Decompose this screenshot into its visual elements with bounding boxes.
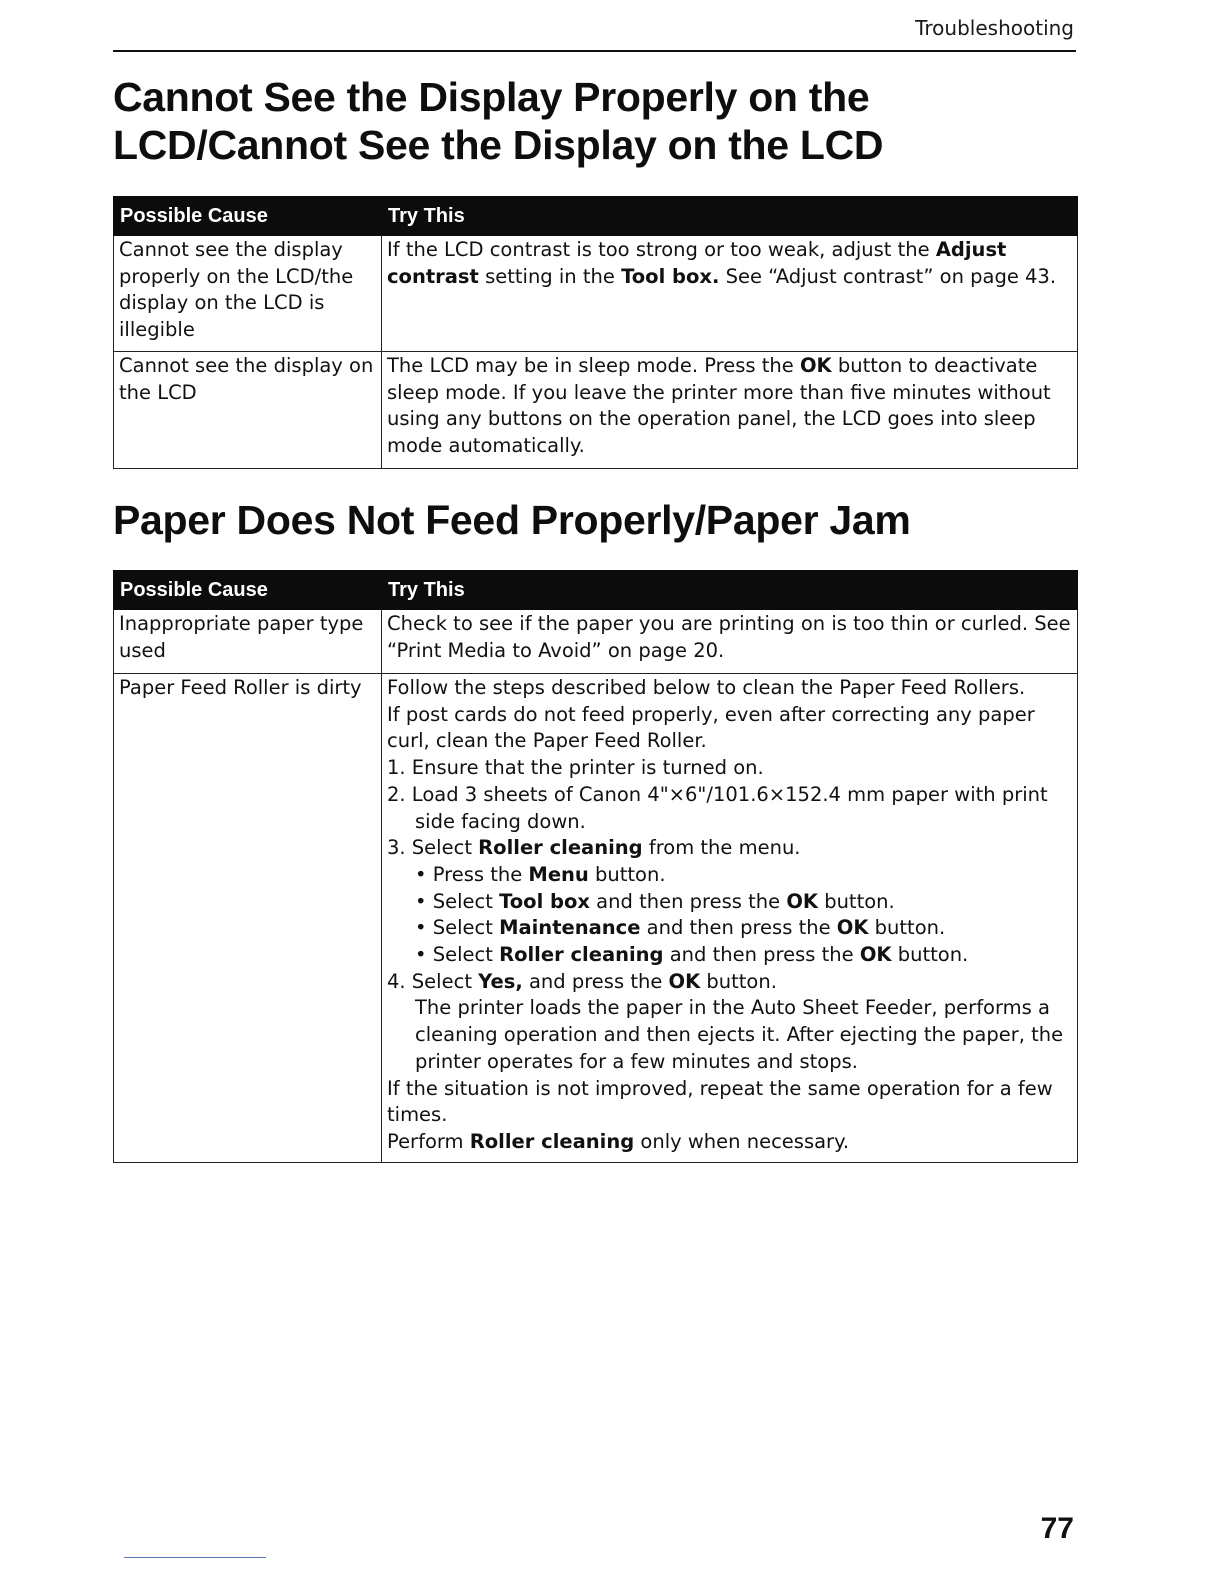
step-3 bbox=[387, 835, 1072, 862]
bold-term: Tool box bbox=[499, 889, 590, 913]
bold-term: OK bbox=[859, 943, 892, 967]
section-title-paper-feed: Paper Does Not Feed Properly/Paper Jam bbox=[113, 497, 911, 543]
running-header: Troubleshooting bbox=[915, 16, 1074, 40]
cause-cell: Inappropriate paper type used bbox=[114, 610, 382, 674]
bold-term: Tool box. bbox=[621, 264, 720, 288]
bold-term: OK bbox=[836, 916, 869, 940]
text-run: The LCD may be in sleep mode. Press the bbox=[387, 354, 800, 377]
text-run: only when necessary. bbox=[634, 1129, 850, 1153]
text-run: button. bbox=[588, 862, 666, 886]
step-2: 2. Load 3 sheets of Canon 4"×6"/101.6×152.4 mm paper with print side facing down. bbox=[387, 782, 1048, 833]
text-run: and then press the bbox=[663, 943, 860, 967]
table-row bbox=[114, 674, 1078, 1163]
bullet-item bbox=[387, 942, 1072, 969]
text-run: from the menu. bbox=[642, 836, 801, 860]
step-4 bbox=[387, 969, 1072, 996]
text-run: 4. Select bbox=[387, 969, 479, 993]
column-header-possible-cause: Possible Cause bbox=[114, 571, 382, 610]
section-title-lcd: Cannot See the Display Properly on the LCD/Cannot See the Display on the LCD bbox=[113, 74, 884, 168]
text-run: and then press the bbox=[589, 889, 787, 913]
table-row bbox=[114, 236, 1078, 352]
bold-term: Menu bbox=[528, 862, 589, 886]
column-header-try-this: Try This bbox=[382, 197, 1078, 236]
header-rule bbox=[113, 50, 1076, 52]
intro-line: If post cards do not feed properly, even after correcting any paper curl, clean the Paper Feed Roller. bbox=[387, 702, 1035, 753]
lcd-troubleshooting-table bbox=[113, 196, 1078, 469]
text-run: • Select bbox=[415, 916, 500, 940]
text-run: See “Adjust contrast” on page 43. bbox=[719, 264, 1057, 288]
step-4-note: The printer loads the paper in the Auto Sheet Feeder, performs a cleaning operation and then ejects it. After ejecting the paper, the printer operates for a few minutes and stops. bbox=[415, 996, 1064, 1073]
table-header-row bbox=[114, 571, 1078, 610]
bold-term: Roller cleaning bbox=[499, 943, 664, 967]
intro-line: Follow the steps described below to clean the Paper Feed Rollers. bbox=[387, 676, 1026, 699]
column-header-possible-cause: Possible Cause bbox=[114, 197, 382, 236]
column-header-try-this: Try This bbox=[382, 571, 1078, 610]
bold-term: Yes, bbox=[478, 969, 523, 993]
text-run: button. bbox=[891, 943, 969, 967]
bold-term: OK bbox=[786, 889, 818, 913]
bullet-item bbox=[387, 862, 1072, 889]
cause-cell: Cannot see the display on the LCD bbox=[114, 352, 382, 469]
bold-term: Adjust contrast bbox=[387, 238, 1007, 288]
text-run: • Select bbox=[415, 889, 500, 913]
text-run: button. bbox=[700, 969, 777, 993]
table-header-row bbox=[114, 197, 1078, 236]
footer-rule bbox=[124, 1557, 266, 1558]
text-run: button. bbox=[818, 889, 895, 913]
cause-cell: Cannot see the display properly on the LCD/the display on the LCD is illegible bbox=[114, 236, 382, 352]
bold-term: OK bbox=[799, 354, 832, 377]
text-run: • Press the bbox=[415, 862, 529, 886]
outro-line: If the situation is not improved, repeat the same operation for a few times. bbox=[387, 1076, 1053, 1127]
bullet-item bbox=[387, 915, 1072, 942]
text-run: 3. Select bbox=[387, 836, 479, 860]
bold-term: Roller cleaning bbox=[469, 1129, 635, 1153]
bold-term: Roller cleaning bbox=[478, 836, 643, 860]
text-run: button to deactivate sleep mode. If you leave the printer more than five minutes without using any buttons on the operation panel, the LCD goes into sleep mode automatically. bbox=[387, 354, 1051, 458]
text-run: button. bbox=[868, 916, 946, 940]
outro-line bbox=[387, 1129, 1072, 1156]
table-row bbox=[114, 352, 1078, 469]
try-cell bbox=[382, 674, 1078, 1163]
bold-term: Maintenance bbox=[499, 916, 641, 940]
try-cell: Check to see if the paper you are printing on is too thin or curled. See “Print Media to Avoid” on page 20. bbox=[382, 610, 1078, 674]
paper-feed-troubleshooting-table bbox=[113, 570, 1078, 1163]
text-run: setting in the bbox=[478, 264, 622, 288]
text-run: • Select bbox=[415, 943, 500, 967]
bold-term: OK bbox=[668, 969, 701, 993]
try-cell bbox=[382, 352, 1078, 469]
cause-cell: Paper Feed Roller is dirty bbox=[114, 674, 382, 1163]
try-cell bbox=[382, 236, 1078, 352]
bullet-item bbox=[387, 889, 1072, 916]
text-run: Perform bbox=[387, 1129, 470, 1153]
table-row bbox=[114, 610, 1078, 674]
step-1: 1. Ensure that the printer is turned on. bbox=[387, 756, 764, 780]
text-run: and press the bbox=[522, 969, 669, 993]
page-number: 77 bbox=[1040, 1512, 1074, 1545]
text-run: and then press the bbox=[640, 916, 837, 940]
text-run: If the LCD contrast is too strong or too weak, adjust the bbox=[387, 238, 936, 261]
